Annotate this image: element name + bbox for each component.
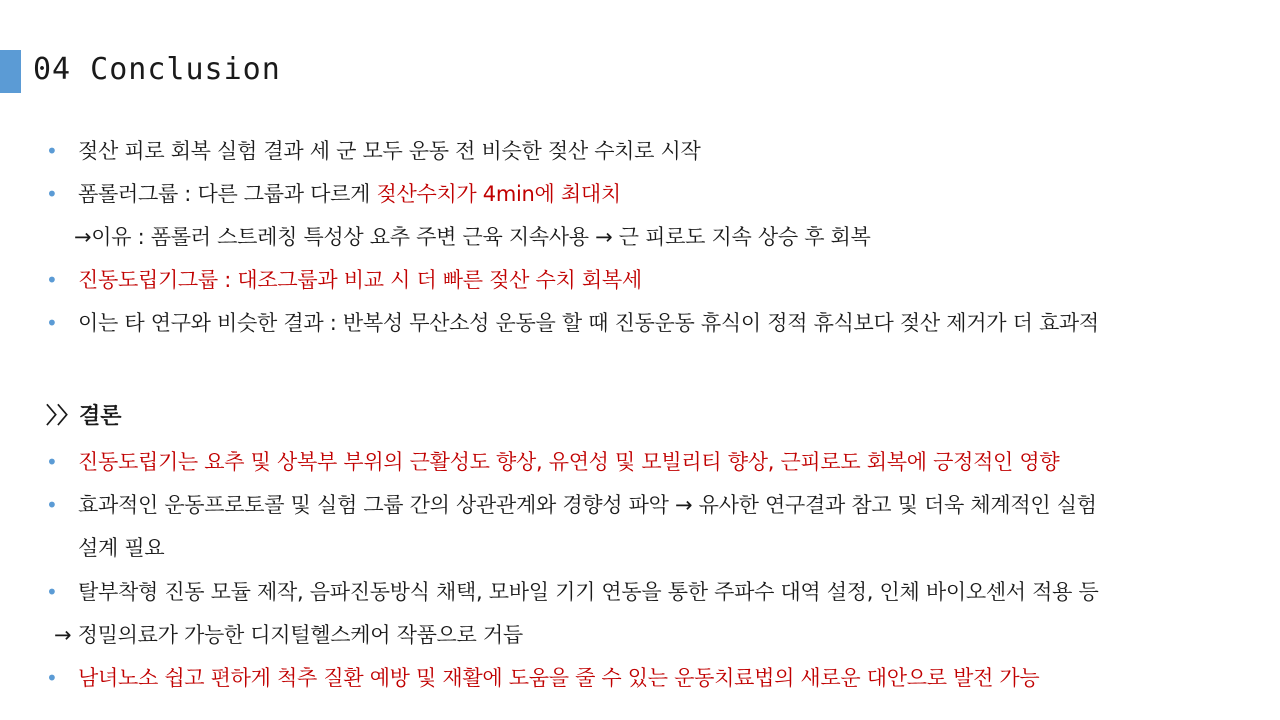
bullet-icon: •	[46, 311, 58, 335]
conclusion-heading: 〉〉결론	[46, 404, 122, 429]
bullet-icon: •	[46, 450, 58, 474]
conclusion-digital-health: → 정밀의료가 가능한 디지털헬스케어 작품으로 거듭	[54, 623, 523, 647]
bullet-icon: •	[46, 139, 58, 163]
conclusion-effect: 진동도립기는 요추 및 상복부 부위의 근활성도 향상, 유연성 및 모빌리티 향상, 근피로도 회복에 긍정적인 영향	[78, 450, 1060, 474]
title-accent-bar	[0, 50, 21, 93]
foam-roller-highlight: 젖산수치가 4min에 최대치	[376, 182, 621, 206]
conclusion-protocol: 효과적인 운동프로토콜 및 실험 그룹 간의 상관관계와 경향성 파악 → 유사한 연구결과 참고 및 더욱 체계적인 실험	[78, 493, 1097, 517]
result-lactate-start: 젖산 피로 회복 실험 결과 세 군 모두 운동 전 비슷한 젖산 수치로 시작	[78, 139, 701, 163]
result-foam-roller	[78, 179, 621, 209]
bullet-icon: •	[46, 666, 58, 690]
result-foam-roller-reason: →이유 : 폼롤러 스트레칭 특성상 요추 주변 근육 지속사용 → 근 피로도 지속 상승 후 회복	[74, 225, 871, 249]
result-prior-research: 이는 타 연구와 비슷한 결과 : 반복성 무산소성 운동을 할 때 진동운동 휴식이 정적 휴식보다 젖산 제거가 더 효과적	[78, 311, 1099, 335]
conclusion-module: 탈부착형 진동 모듈 제작, 음파진동방식 채택, 모바일 기기 연동을 통한 주파수 대역 설정, 인체 바이오센서 적용 등	[78, 580, 1099, 604]
bullet-icon: •	[46, 268, 58, 292]
conclusion-protocol-cont: 설계 필요	[78, 536, 165, 560]
conclusion-alternative: 남녀노소 쉽고 편하게 척추 질환 예방 및 재활에 도움을 줄 수 있는 운동치료법의 새로운 대안으로 발전 가능	[78, 666, 1040, 690]
foam-roller-label: 폼롤러그룹 : 다른 그룹과 다르게	[78, 182, 377, 206]
bullet-icon: •	[46, 493, 58, 517]
bullet-icon: •	[46, 580, 58, 604]
result-vibration-inverter: 진동도립기그룹 : 대조그룹과 비교 시 더 빠른 젖산 수치 회복세	[78, 268, 642, 292]
slide-title: 04 Conclusion	[33, 52, 281, 87]
bullet-icon: •	[46, 182, 58, 206]
